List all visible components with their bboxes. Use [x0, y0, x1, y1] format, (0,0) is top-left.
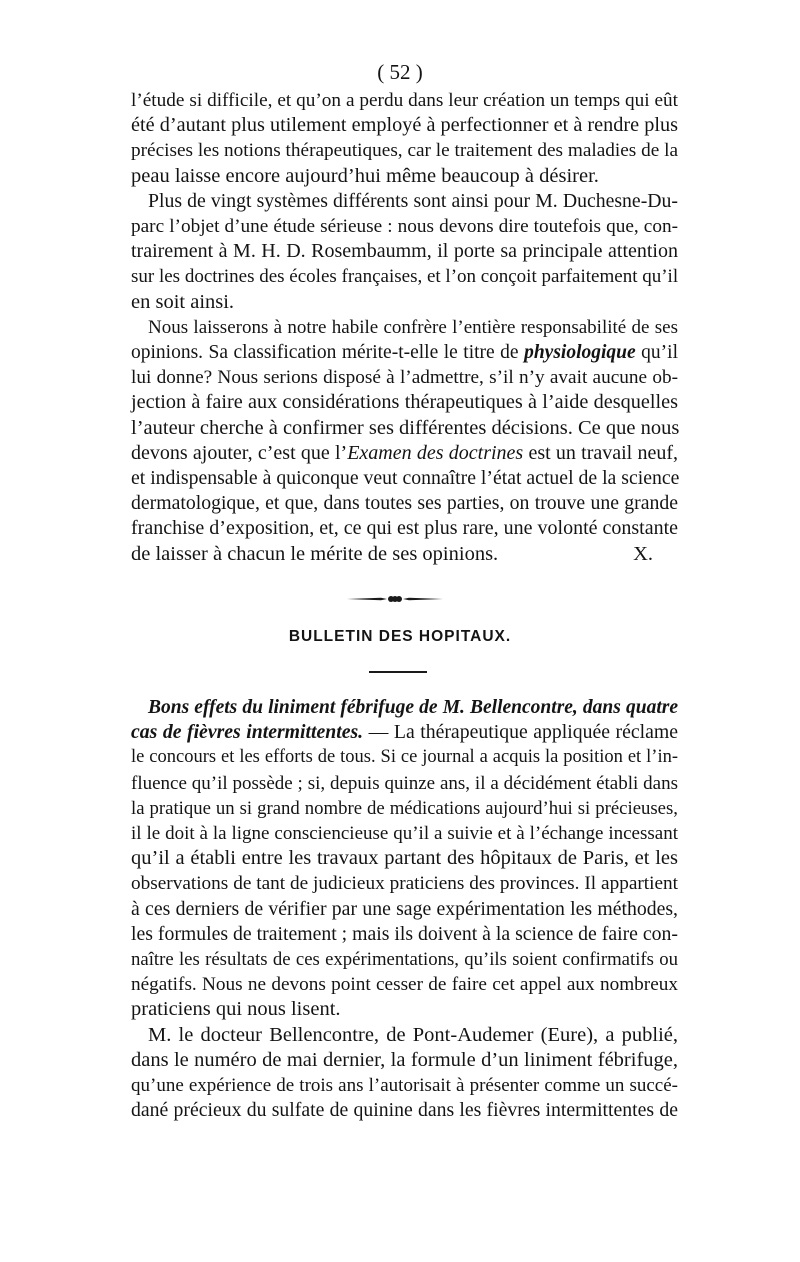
text-line: la pratique un si grand nombre de médications aujourd’hui si précieuses, [131, 797, 678, 819]
text-line: devons ajouter, c’est que l’Examen des doctrines est un travail neuf, [131, 441, 679, 464]
text-line: en soit ainsi. [131, 290, 235, 313]
text-line: été d’autant plus utilement employé à perfectionner et à rendre plus [131, 114, 678, 137]
text-line: les formules de traitement ; mais ils doivent à la science de faire con- [131, 922, 678, 945]
text-line: le concours et les efforts de tous. Si ce journal a acquis la position et l’in- [131, 747, 678, 768]
text-line: dans le numéro de mai dernier, la formule d’un liniment fébrifuge, [131, 1048, 678, 1071]
text-line: sur les doctrines des écoles françaises, et l’on conçoit parfaitement qu’il [131, 266, 679, 288]
closing-line [131, 542, 678, 567]
text-line: fluence qu’il possède ; si, depuis quinze ans, il a décidément établi dans [131, 772, 678, 794]
emphasis-physiologique: physiologique [524, 342, 636, 364]
text-line: dermatologique, et que, dans toutes ses parties, on trouve une grande [131, 492, 678, 515]
article-review-text [131, 88, 678, 567]
text-line: négatifs. Nous ne devons point cesser de faire cet appel aux nombreux [131, 974, 678, 996]
text-line: l’étude si difficile, et qu’on a perdu dans leur création un temps qui eût [131, 90, 678, 111]
text-line: trairement à M. H. D. Rosembaumm, il porte sa principale attention [131, 240, 678, 263]
text-line: lui donne? Nous serions disposé à l’admettre, s’il n’y avait aucune ob- [131, 367, 678, 389]
text-line: peau laisse encore aujourd’hui même beaucoup à désirer. [131, 164, 599, 187]
text-line: jection à faire aux considérations thérapeutiques à l’aide desquelles [131, 391, 678, 414]
text-line: de laisser à chacun le mérite de ses opinions. [131, 542, 499, 565]
text-line: il le doit à la ligne consciencieuse qu’il a suivie et à l’échange incessant [131, 823, 678, 845]
section-heading: BULLETIN DES HOPITAUX. [288, 628, 512, 645]
article-title-continued: cas de fièvres intermittentes. [131, 721, 364, 744]
paragraph-start-line: Nous laisserons à notre habile confrère l’entière responsabilité de ses [148, 316, 678, 338]
section-ornament [347, 594, 443, 604]
heading-rule [369, 671, 427, 673]
text-line: franchise d’exposition, et, ce qui est plus rare, une volonté constante [131, 517, 679, 540]
text-line: praticiens qui nous lisent. [131, 998, 341, 1021]
author-signature: X. [633, 542, 653, 565]
text-line: et indispensable à quiconque veut connaître l’état actuel de la science [131, 467, 680, 490]
paragraph-start-line: Plus de vingt systèmes différents sont ainsi pour M. Duchesne-Du- [148, 189, 678, 212]
hospital-bulletin-text [131, 695, 678, 1123]
text-line: qu’il a établi entre les travaux partant des hôpitaux de Paris, et les [131, 847, 678, 870]
text-line: cas de fièvres intermittentes. — La thérapeutique appliquée réclame [131, 721, 678, 744]
text-line: observations de tant de judicieux praticiens des provinces. Il appartient [131, 873, 678, 895]
text-line: précises les notions thérapeutiques, car le traitement des maladies de la [131, 140, 678, 162]
text-line: dané précieux du sulfate de quinine dans les fièvres intermittentes de [131, 1099, 678, 1122]
article-title-line [131, 695, 678, 720]
text-line: naître les résultats de ces expérimentations, qu’ils soient confirmatifs ou [131, 949, 678, 971]
text-line: à ces derniers de vérifier par une sage expérimentation les méthodes, [131, 897, 678, 920]
text-line: qu’une expérience de trois ans l’autorisait à présenter comme un succé- [131, 1075, 678, 1097]
text-line: parc l’objet d’une étude sérieuse : nous devons dire toutefois que, con- [131, 216, 678, 238]
page-number: ( 52 ) [377, 60, 423, 84]
article-title: Bons effets du liniment fébrifuge de M. Bellencontre, dans quatre [148, 697, 678, 718]
text-line: l’auteur cherche à confirmer ses différentes décisions. Ce que nous [131, 416, 680, 439]
emphasis-book-title: Examen des doctrines [347, 441, 524, 464]
paragraph-start-line: M. le docteur Bellencontre, de Pont-Audemer (Eure), a publié, [148, 1023, 678, 1046]
text-line: opinions. Sa classification mérite-t-elle le titre de physiologique qu’il [131, 342, 678, 364]
